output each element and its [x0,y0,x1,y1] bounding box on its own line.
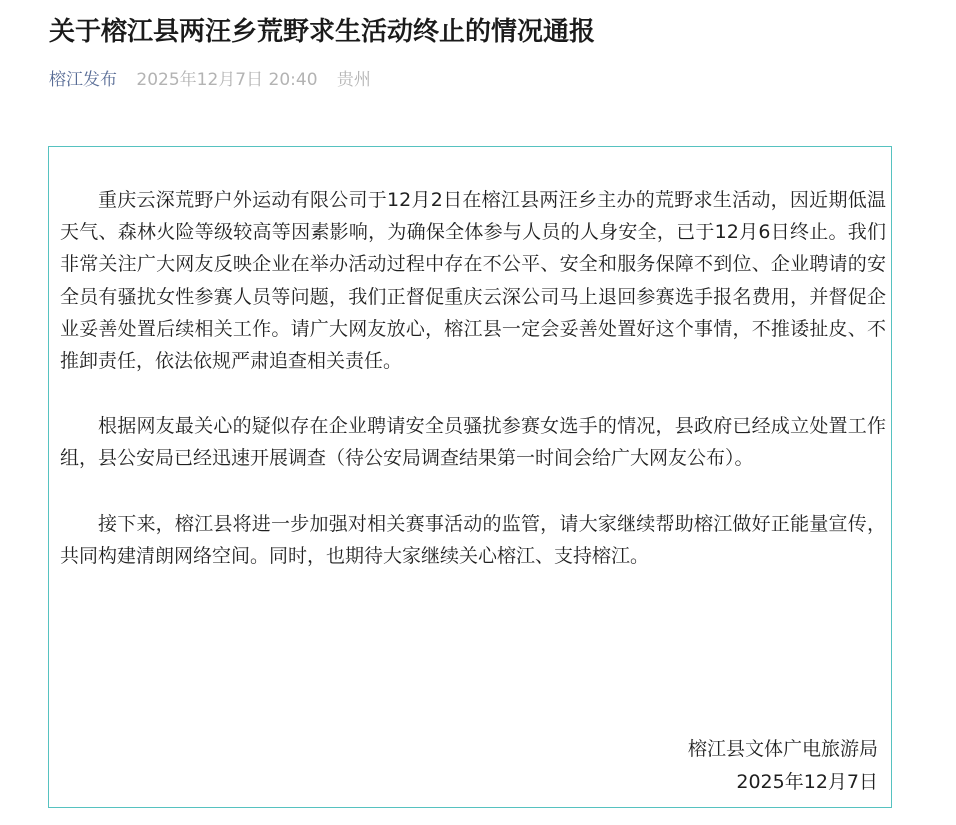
signature [688,733,878,799]
notice-body [60,184,886,605]
notice-box [48,146,892,808]
article-title: 关于榕江县两汪乡荒野求生活动终止的情况通报 [49,17,596,47]
article-meta [49,66,371,94]
notice-paragraph-1: 重庆云深荒野户外运动有限公司于12月2日在榕江县两汪乡主办的荒野求生活动，因近期低温天气、森林火险等级较高等因素影响，为确保全体参与人员的人身安全，已于12月6日终止。我们非常关注广大网友反映企业在举办活动过程中存在不公平、安全和服务保障不到位、企业聘请的安全员有骚扰女性参赛人员等问题，我们正督促重庆云深公司马上退回参赛选手报名费用，并督促企业妥善处置后续相关工作。请广大网友放心，榕江县一定会妥善处置好这个事情，不推诿扯皮、不推卸责任，依法依规严肃追查相关责任。 [60,189,886,373]
publish-date: 2025年12月7日 20:40 [136,70,318,90]
notice-paragraph-3: 接下来，榕江县将进一步加强对相关赛事活动的监管，请大家继续帮助榕江做好正能量宣传，共同构建清朗网络空间。同时，也期待大家继续关心榕江、支持榕江。 [60,512,886,567]
author-link[interactable]: 榕江发布 [49,70,117,90]
notice-paragraph-2: 根据网友最关心的疑似存在企业聘请安全员骚扰参赛女选手的情况，县政府已经成立处置工作组，县公安局已经迅速开展调查（待公安局调查结果第一时间会给广大网友公布）。 [60,415,886,470]
signature-date: 2025年12月7日 [736,771,878,793]
signature-issuer: 榕江县文体广电旅游局 [687,738,878,760]
publish-location: 贵州 [336,70,371,90]
